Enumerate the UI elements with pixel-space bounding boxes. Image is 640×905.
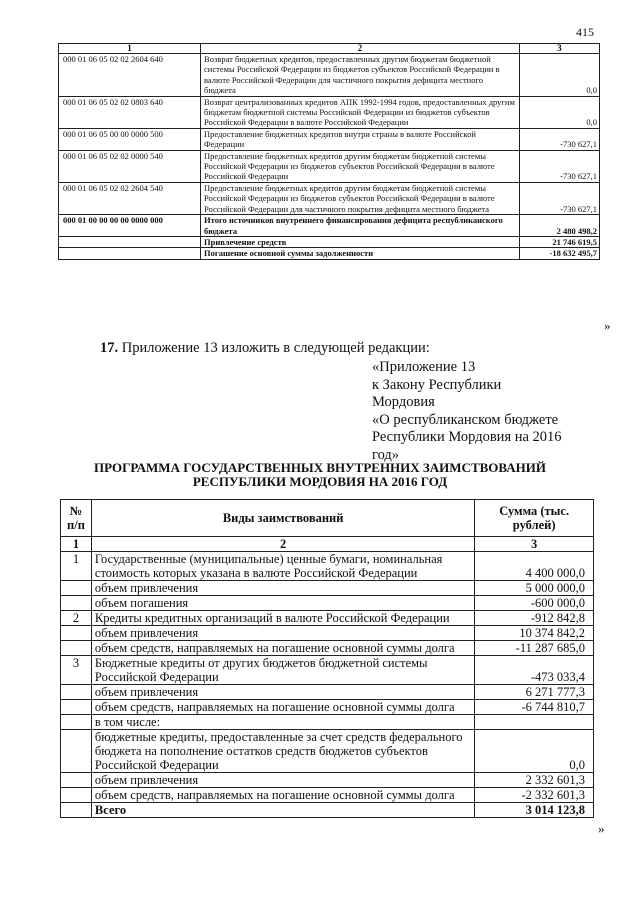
table-row (61, 641, 594, 656)
row-value: -730 627,1 (519, 128, 599, 150)
row-sum: 5 000 000,0 (475, 581, 594, 596)
row-number (61, 700, 92, 715)
row-number (61, 788, 92, 803)
table-row (61, 700, 594, 715)
row-value: 2 480 498,2 (519, 215, 599, 237)
table-row (61, 611, 594, 626)
row-value: 21 746 619,5 (519, 236, 599, 247)
row-sum: -473 033,4 (475, 656, 594, 685)
column-number-row (61, 537, 594, 552)
table-row (61, 788, 594, 803)
row-kind: Бюджетные кредиты от других бюджетов бюджетной системы Российской Федерации (91, 656, 474, 685)
row-kind: объем средств, направляемых на погашение основной суммы долга (91, 788, 474, 803)
row-description: Возврат централизованных кредитов АПК 1992-1994 годов, предоставленных другим бюджетам бюджетной системы Российской Федерации из бюджетов субъектов Российской Федерации в валюте Российской Федерации (201, 96, 520, 128)
header-number: № п/п (61, 500, 92, 537)
row-description: Возврат бюджетных кредитов, предоставленных другим бюджетам бюджетной системы Российской Федерации из бюджетов субъектов Российской Федерации в валюте Российской Федерации для частичного покрытия дефицита местного бюджета (201, 54, 520, 97)
row-kind: Кредиты кредитных организаций в валюте Российской Федерации (91, 611, 474, 626)
row-number (61, 626, 92, 641)
table-row (59, 248, 600, 259)
row-code (59, 248, 201, 259)
table-row (59, 96, 600, 128)
closing-quote: » (604, 318, 611, 333)
row-sum: -600 000,0 (475, 596, 594, 611)
row-description: Предоставление бюджетных кредитов другим бюджетам бюджетной системы Российской Федерации из бюджетов субъектов Российской Федерации в валюте Российской Федерации для частичного покрытия дефицита местного бюджета (201, 182, 520, 214)
borrowings-program-table (60, 499, 594, 818)
row-number: 1 (61, 552, 92, 581)
table-row (59, 150, 600, 182)
table-header-row (61, 500, 594, 537)
row-kind: объем привлечения (91, 626, 474, 641)
appendix-line: Мордовия (372, 394, 435, 411)
appendix-line: «Приложение 13 (372, 359, 476, 375)
sources-financing-table (58, 43, 600, 260)
table-row (61, 626, 594, 641)
row-description: Предоставление бюджетных кредитов другим бюджетам бюджетной системы Российской Федерации из бюджетов субъектов Российской Федерации в валюте Российской Федерации (201, 150, 520, 182)
row-sum: -11 287 685,0 (475, 641, 594, 656)
row-number (61, 685, 92, 700)
row-sum: 4 400 000,0 (475, 552, 594, 581)
row-sum: -2 332 601,3 (475, 788, 594, 803)
row-code: 000 01 06 05 02 02 0803 640 (59, 96, 201, 128)
row-number (61, 596, 92, 611)
row-kind: объем привлечения (91, 773, 474, 788)
row-number: 2 (61, 611, 92, 626)
appendix-line: год» (372, 446, 400, 463)
table-row (61, 730, 594, 773)
row-code: 000 01 06 05 02 02 0000 540 (59, 150, 201, 182)
col-number: 3 (475, 537, 594, 552)
table-row (61, 715, 594, 730)
title-line-2: РЕСПУБЛИКИ МОРДОВИЯ НА 2016 ГОД (192, 474, 448, 489)
page-number: 415 (576, 25, 594, 39)
row-code: 000 01 00 00 00 00 0000 000 (59, 215, 201, 237)
appendix-line: «О республиканском бюджете (372, 411, 559, 428)
row-number (61, 730, 92, 773)
row-value: -18 632 495,7 (519, 248, 599, 259)
row-value: -730 627,1 (519, 182, 599, 214)
row-kind: объем средств, направляемых на погашение основной суммы долга (91, 641, 474, 656)
row-sum: -912 842,8 (475, 611, 594, 626)
table-row (61, 773, 594, 788)
row-description: Привлечение средств (201, 236, 520, 247)
row-kind: объем средств, направляемых на погашение основной суммы долга (91, 700, 474, 715)
table-header-row (59, 44, 600, 54)
header-sum: Сумма (тыс. рублей) (475, 500, 594, 537)
col-3-header: 3 (519, 44, 599, 54)
row-description: Погашение основной суммы задолженности (201, 248, 520, 259)
program-title (60, 461, 580, 489)
row-code (59, 236, 201, 247)
table-row (59, 215, 600, 237)
row-sum: 0,0 (475, 730, 594, 773)
col-number: 2 (91, 537, 474, 552)
row-kind: объем привлечения (91, 581, 474, 596)
row-sum: 6 271 777,3 (475, 685, 594, 700)
table-row (59, 128, 600, 150)
col-number: 1 (61, 537, 92, 552)
row-description: Предоставление бюджетных кредитов внутри страны в валюте Российской Федерации (201, 128, 520, 150)
row-code: 000 01 06 05 00 00 0000 500 (59, 128, 201, 150)
appendix-line: к Закону Республики (372, 376, 502, 393)
row-kind: Государственные (муниципальные) ценные бумаги, номинальная стоимость которых указана в валюте Российской Федерации (91, 552, 474, 581)
row-kind: объем погашения (91, 596, 474, 611)
total-sum: 3 014 123,8 (475, 803, 594, 818)
row-number (61, 581, 92, 596)
row-number (61, 773, 92, 788)
row-description: Итого источников внутреннего финансирования дефицита республиканского бюджета (201, 215, 520, 237)
row-kind: бюджетные кредиты, предоставленные за счет средств федерального бюджета на пополнение остатков средств бюджетов субъектов Российской Федерации (91, 730, 474, 773)
col-1-header: 1 (59, 44, 201, 54)
row-kind: в том числе: (91, 715, 474, 730)
table-row (59, 54, 600, 97)
table-row (61, 596, 594, 611)
total-row (61, 803, 594, 818)
header-kind: Виды заимствований (91, 500, 474, 537)
row-sum: 2 332 601,3 (475, 773, 594, 788)
row-kind: объем привлечения (91, 685, 474, 700)
row-number (61, 715, 92, 730)
row-value: 0,0 (519, 96, 599, 128)
appendix-reference (372, 359, 562, 465)
table-row (59, 236, 600, 247)
row-sum: 10 374 842,2 (475, 626, 594, 641)
table-row (61, 656, 594, 685)
row-code: 000 01 06 05 02 02 2604 540 (59, 182, 201, 214)
row-sum: -6 744 810,7 (475, 700, 594, 715)
table-row (59, 182, 600, 214)
total-label: Всего (91, 803, 474, 818)
row-value: 0,0 (519, 54, 599, 97)
row-sum (475, 715, 594, 730)
row-number (61, 803, 92, 818)
table-row (61, 685, 594, 700)
item-text: Приложение 13 изложить в следующей редакции: (121, 340, 430, 356)
appendix-line: Республики Мордовия на 2016 (372, 429, 562, 446)
row-value: -730 627,1 (519, 150, 599, 182)
row-number: 3 (61, 656, 92, 685)
table-row (61, 552, 594, 581)
title-line-1: ПРОГРАММА ГОСУДАРСТВЕННЫХ ВНУТРЕННИХ ЗАИМСТВОВАНИЙ (94, 460, 546, 475)
row-code: 000 01 06 05 02 02 2604 640 (59, 54, 201, 97)
closing-quote: » (598, 821, 605, 836)
item-17 (100, 340, 430, 357)
table-row (61, 581, 594, 596)
row-number (61, 641, 92, 656)
item-number: 17. (100, 340, 119, 356)
col-2-header: 2 (201, 44, 520, 54)
